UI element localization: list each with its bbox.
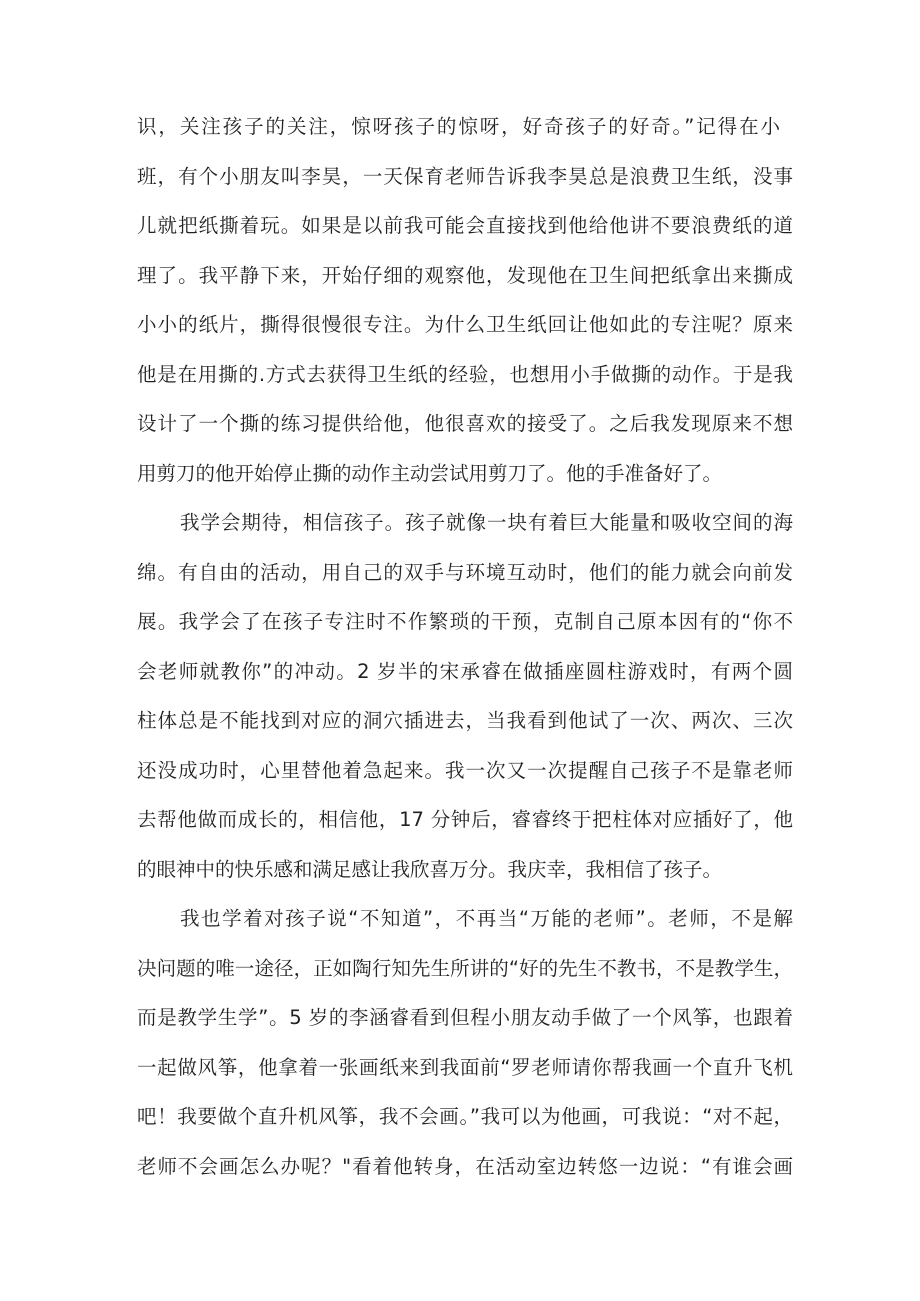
text-line: 会老师就教你”的冲动。2 岁半的宋承睿在做插座圆柱游戏时，有两个圆 — [137, 660, 793, 683]
paragraph-first-line: 我学会期待，相信孩子。孩子就像一块有着巨大能量和吸收空间的海 — [180, 511, 793, 534]
text-line: 还没成功时，心里替他着急起来。我一次又一次提醒自己孩子不是靠老师 — [137, 759, 793, 782]
text-line: 绵。有自由的活动，用自己的双手与环境互动时，他们的能力就会向前发 — [137, 561, 793, 584]
text-line: 班，有个小朋友叫李昊，一天保育老师告诉我李昊总是浪费卫生纸，没事 — [137, 165, 793, 188]
text-line: 而是教学生学”。5 岁的李涵睿看到但程小朋友动手做了一个风筝，也跟着 — [137, 1006, 793, 1029]
text-line: 去帮他做而成长的，相信他，17 分钟后，睿睿终于把柱体对应插好了，他 — [137, 808, 793, 831]
text-line: 设计了一个撕的练习提供给他，他很喜欢的接受了。之后我发现原来不想 — [137, 412, 793, 435]
text-line: 决问题的唯一途径，正如陶行知先生所讲的“好的先生不教书，不是教学生， — [137, 957, 793, 980]
text-line: 儿就把纸撕着玩。如果是以前我可能会直接找到他给他讲不要浪费纸的道 — [137, 214, 793, 237]
text-line: 理了。我平静下来，开始仔细的观察他，发现他在卫生间把纸拿出来撕成 — [137, 264, 793, 287]
text-line: 老师不会画怎么办呢？"看着他转身，在活动室边转悠一边说：“有谁会画 — [137, 1155, 793, 1178]
text-line: 识，关注孩子的关注，惊呀孩子的惊呀，好奇孩子的好奇。”记得在小 — [137, 115, 780, 138]
text-line: 小小的纸片，撕得很慢很专注。为什么卫生纸回让他如此的专注呢？原来 — [137, 313, 793, 336]
text-line: 一起做风筝，他拿着一张画纸来到我面前“罗老师请你帮我画一个直升飞机 — [137, 1056, 793, 1079]
text-line: 吧！我要做个直升机风筝，我不会画。”我可以为他画，可我说：“对不起， — [137, 1105, 793, 1128]
text-line: 柱体总是不能找到对应的洞穴插进去，当我看到他试了一次、两次、三次 — [137, 709, 793, 732]
text-line: 展。我学会了在孩子专注时不作繁琐的干预，克制自己原本因有的“你不 — [137, 610, 793, 633]
paragraph-first-line: 我也学着对孩子说“不知道”，不再当“万能的老师”。老师，不是解 — [180, 907, 793, 930]
text-line: 用剪刀的他开始停止撕的动作主动尝试用剪刀了。他的手准备好了。 — [137, 462, 723, 485]
text-line: 他是在用撕的.方式去获得卫生纸的经验，也想用小手做撕的动作。于是我 — [137, 363, 793, 386]
text-line: 的眼神中的快乐感和满足感让我欣喜万分。我庆幸，我相信了孩子。 — [137, 858, 723, 881]
